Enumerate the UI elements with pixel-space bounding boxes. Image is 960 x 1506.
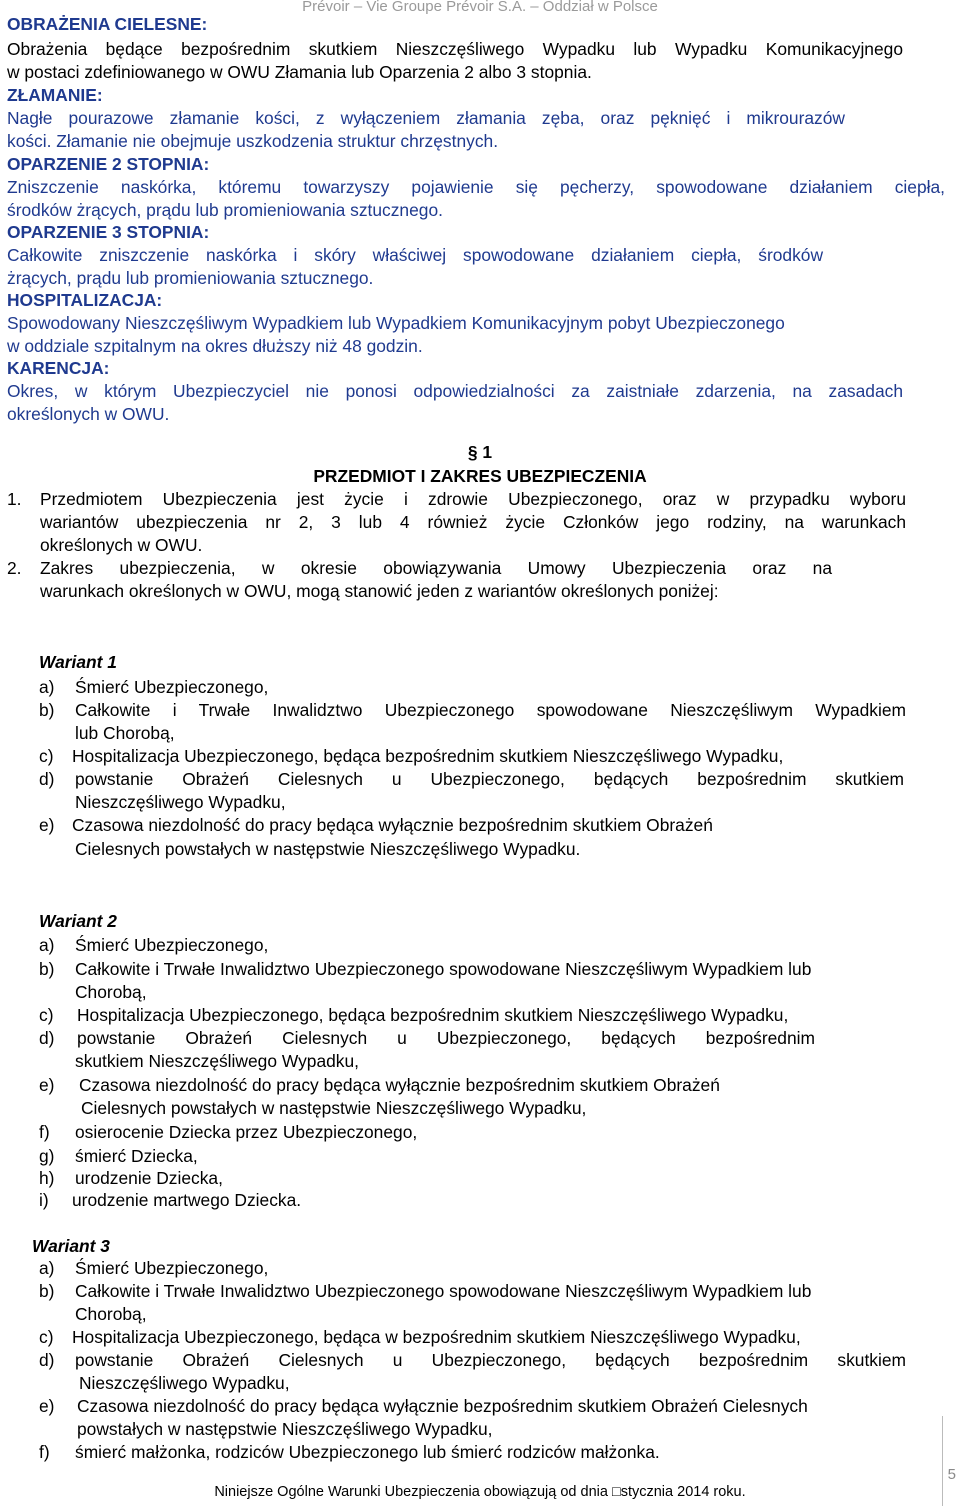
list-letter: c) xyxy=(39,746,54,766)
item-text: warunkach określonych w OWU, mogą stanowić jeden z wariantów określonych poniżej: xyxy=(40,581,719,601)
def-text: Spowodowany Nieszczęśliwym Wypadkiem lub Wypadkiem Komunikacyjnym pobyt Ubezpieczonego xyxy=(7,313,785,333)
list-letter: i) xyxy=(39,1190,49,1210)
list-item: Całkowite i Trwałe Inwalidztwo Ubezpieczonego spowodowane Nieszczęśliwym Wypadkiem lub xyxy=(75,959,812,979)
page-footer: Niniejsze Ogólne Warunki Ubezpieczenia obowiązują od dnia □stycznia 2014 roku. xyxy=(214,1484,746,1500)
list-letter: c) xyxy=(39,1327,54,1347)
def-text: żrących, prądu lub promieniowania sztucznego. xyxy=(7,268,374,288)
list-letter: f) xyxy=(39,1122,50,1142)
list-item: Całkowite i Trwałe Inwalidztwo Ubezpieczonego spowodowane Nieszczęśliwym Wypadkiem xyxy=(75,700,906,720)
def-text: Okres, w którym Ubezpieczyciel nie ponosi odpowiedzialności za zaistniałe zdarzenia, na zasadach xyxy=(7,381,903,401)
def-text: kości. Złamanie nie obejmuje uszkodzenia struktur chrzęstnych. xyxy=(7,131,499,151)
list-letter: h) xyxy=(39,1168,55,1188)
list-item: lub Chorobą, xyxy=(75,723,175,743)
item-number: 2. xyxy=(7,558,22,578)
def-title: OBRAŻENIA CIELESNE: xyxy=(7,14,208,34)
def-text: w postaci zdefiniowanego w OWU Złamania lub Oparzenia 2 albo 3 stopnia. xyxy=(7,62,592,82)
list-letter: e) xyxy=(39,1075,55,1095)
variant-title: Wariant 2 xyxy=(39,911,117,931)
variant-title: Wariant 1 xyxy=(39,652,117,672)
section-title: PRZEDMIOT I ZAKRES UBEZPIECZENIA xyxy=(313,466,647,486)
list-letter: d) xyxy=(39,1028,55,1048)
list-item: śmierć Dziecka, xyxy=(75,1146,198,1166)
list-item: urodzenie martwego Dziecka. xyxy=(72,1190,302,1210)
item-text: określonych w OWU. xyxy=(40,535,203,555)
section-number: § 1 xyxy=(467,442,493,462)
list-letter: b) xyxy=(39,959,55,979)
list-item: osierocenie Dziecka przez Ubezpieczonego, xyxy=(75,1122,418,1142)
list-item: powstałych w następstwie Nieszczęśliwego Wypadku, xyxy=(77,1419,493,1439)
variant-title: Wariant 3 xyxy=(32,1236,110,1256)
list-item: Śmierć Ubezpieczonego, xyxy=(75,935,269,955)
list-letter: d) xyxy=(39,1350,55,1370)
list-letter: f) xyxy=(39,1442,50,1462)
list-item: Czasowa niezdolność do pracy będąca wyłącznie bezpośrednim skutkiem Obrażeń xyxy=(79,1075,720,1095)
list-letter: e) xyxy=(39,1396,55,1416)
def-title: OPARZENIE 3 STOPNIA: xyxy=(7,222,210,242)
page-number: 5 xyxy=(947,1466,956,1483)
def-text: środków żrących, prądu lub promieniowania sztucznego. xyxy=(7,200,443,220)
list-item: powstanie Obrażeń Cielesnych u Ubezpieczonego, będących bezpośrednim xyxy=(77,1028,815,1048)
list-item: powstanie Obrażeń Cielesnych u Ubezpieczonego, będących bezpośrednim skutkiem xyxy=(75,769,904,789)
page-header: Prévoir – Vie Groupe Prévoir S.A. – Oddział w Polsce xyxy=(302,0,658,15)
list-item: Śmierć Ubezpieczonego, xyxy=(75,1258,269,1278)
def-text: w oddziale szpitalnym na okres dłuższy niż 48 godzin. xyxy=(7,336,423,356)
list-item: Hospitalizacja Ubezpieczonego, będąca w bezpośrednim skutkiem Nieszczęśliwego Wypadku, xyxy=(72,1327,801,1347)
list-letter: b) xyxy=(39,1281,55,1301)
def-text: określonych w OWU. xyxy=(7,404,170,424)
def-text: Zniszczenie naskórka, któremu towarzyszy pojawienie się pęcherzy, spowodowane działaniem ciepła, xyxy=(7,177,945,197)
list-letter: b) xyxy=(39,700,55,720)
list-item: Całkowite i Trwałe Inwalidztwo Ubezpieczonego spowodowane Nieszczęśliwym Wypadkiem lub xyxy=(75,1281,812,1301)
list-letter: a) xyxy=(39,677,55,697)
list-item: Chorobą, xyxy=(75,1304,147,1324)
def-title: OPARZENIE 2 STOPNIA: xyxy=(7,154,210,174)
list-letter: d) xyxy=(39,769,55,789)
def-title: ZŁAMANIE: xyxy=(7,85,103,105)
def-text: Nagłe pourazowe złamanie kości, z wyłączeniem złamania zęba, oraz pęknięć i mikrourazów xyxy=(7,108,845,128)
list-item: Chorobą, xyxy=(75,982,147,1002)
list-item: skutkiem Nieszczęśliwego Wypadku, xyxy=(75,1051,359,1071)
list-item: Hospitalizacja Ubezpieczonego, będąca bezpośrednim skutkiem Nieszczęśliwego Wypadku, xyxy=(72,746,784,766)
item-text: Przedmiotem Ubezpieczenia jest życie i zdrowie Ubezpieczonego, oraz w przypadku wyboru xyxy=(40,489,906,509)
def-title: KARENCJA: xyxy=(7,358,110,378)
item-text: wariantów ubezpieczenia nr 2, 3 lub 4 również życie Członków jego rodziny, na warunkach xyxy=(40,512,906,532)
list-letter: e) xyxy=(39,815,55,835)
list-item: powstanie Obrażeń Cielesnych u Ubezpieczonego, będących bezpośrednim skutkiem xyxy=(75,1350,906,1370)
list-letter: g) xyxy=(39,1146,55,1166)
list-letter: c) xyxy=(39,1005,54,1025)
def-text: Obrażenia będące bezpośrednim skutkiem Nieszczęśliwego Wypadku lub Wypadku Komunikacyjnego xyxy=(7,39,903,59)
list-item: Czasowa niezdolność do pracy będąca wyłącznie bezpośrednim skutkiem Obrażeń Cielesnych xyxy=(77,1396,808,1416)
list-item: Nieszczęśliwego Wypadku, xyxy=(79,1373,290,1393)
list-item: Cielesnych powstałych w następstwie Nieszczęśliwego Wypadku, xyxy=(81,1098,587,1118)
list-item: urodzenie Dziecka, xyxy=(75,1168,223,1188)
list-item: Nieszczęśliwego Wypadku, xyxy=(75,792,286,812)
list-item: Hospitalizacja Ubezpieczonego, będąca bezpośrednim skutkiem Nieszczęśliwego Wypadku, xyxy=(77,1005,789,1025)
list-item: Śmierć Ubezpieczonego, xyxy=(75,677,269,697)
def-title: HOSPITALIZACJA: xyxy=(7,290,163,310)
item-number: 1. xyxy=(7,489,22,509)
list-item: śmierć małżonka, rodziców Ubezpieczonego lub śmierć rodziców małżonka. xyxy=(75,1442,660,1462)
list-letter: a) xyxy=(39,1258,55,1278)
list-item: Czasowa niezdolność do pracy będąca wyłącznie bezpośrednim skutkiem Obrażeń xyxy=(72,815,713,835)
list-letter: a) xyxy=(39,935,55,955)
def-text: Całkowite zniszczenie naskórka i skóry właściwej spowodowane działaniem ciepła, środków xyxy=(7,245,823,265)
list-item: Cielesnych powstałych w następstwie Nieszczęśliwego Wypadku. xyxy=(75,839,581,859)
item-text: Zakres ubezpieczenia, w okresie obowiązywania Umowy Ubezpieczenia oraz na xyxy=(40,558,832,578)
